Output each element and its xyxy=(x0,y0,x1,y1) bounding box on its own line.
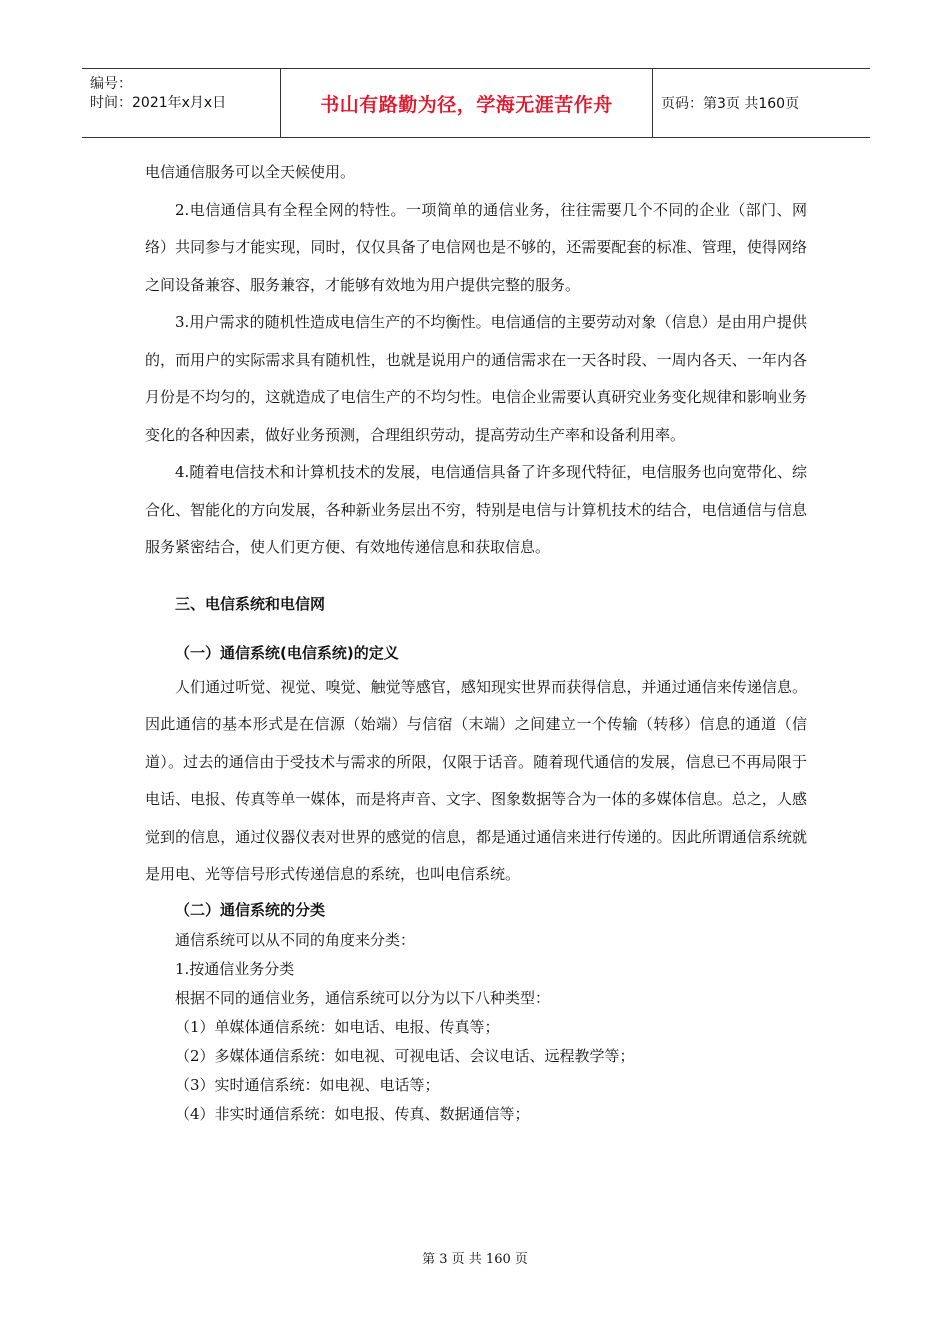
page-info: 页码：第3页 共160页 xyxy=(661,96,800,112)
paragraph: 3.用户需求的随机性造成电信生产的不均衡性。电信通信的主要劳动对象（信息）是由用户提供的，而用户的实际需求具有随机性，也就是说用户的通信需求在一天各时段、一周内各天、一年内各月份是不均匀的，这就造成了电信生产的不均匀性。电信企业需要认真研究业务变化规律和影响业务变化的各种因素，做好业务预测，合理组织劳动，提高劳动生产率和设备利用率。 xyxy=(145,313,807,444)
list-item: （4）非实时通信系统：如电报、传真、数据通信等； xyxy=(175,1104,530,1123)
list-item: 通信系统可以从不同的角度来分类： xyxy=(175,930,416,949)
list-item: （1）单媒体通信系统：如电话、电报、传真等； xyxy=(175,1017,500,1036)
paragraph: 人们通过听觉、视觉、嗅觉、触觉等感官，感知现实世界而获得信息，并通过通信来传递信息。因此通信的基本形式是在信源（始端）与信宿（末端）之间建立一个传输（转移）信息的通道（信道）。过去的通信由于受技术与需求的所限，仅限于话音。随着现代通信的发展，信息已不再局限于电话、电报、传真等单一媒体，而是将声音、文字、图象数据等合为一体的多媒体信息。总之，人感觉到的信息，通过仪器仪表对世界的感觉的信息，都是通过通信来进行传递的。因此所谓通信系统就是用电、光等信号形式传递信息的系统，也叫电信系统。 xyxy=(145,677,807,883)
paragraph: 2.电信通信具有全程全网的特性。一项简单的通信业务，往往需要几个不同的企业（部门、网络）共同参与才能实现，同时，仅仅具备了电信网也是不够的，还需要配套的标准、管理，使得网络之间设备兼容、服务兼容，才能够有效地为用户提供完整的服务。 xyxy=(145,200,807,294)
page-header xyxy=(82,68,870,138)
header-meta xyxy=(82,69,281,137)
list-item: （3）实时通信系统：如电视、电话等； xyxy=(175,1075,440,1094)
footer-page-number: 第 3 页 共 160 页 xyxy=(422,1252,528,1267)
document-body xyxy=(145,154,807,1129)
section-heading: 三、电信系统和电信网 xyxy=(175,594,326,613)
list-item: 1.按通信业务分类 xyxy=(175,959,295,978)
list-item: （2）多媒体通信系统：如电视、可视电话、会议电话、远程教学等； xyxy=(175,1046,635,1065)
list-item: 根据不同的通信业务，通信系统可以分为以下八种类型： xyxy=(175,988,551,1007)
motto: 书山有路勤为径，学海无涯苦作舟 xyxy=(320,93,613,116)
subsection-heading: （一）通信系统(电信系统)的定义 xyxy=(175,643,399,662)
paragraph: 4.随着电信技术和计算机技术的发展，电信通信具备了许多现代特征，电信服务也向宽带化、综合化、智能化的方向发展，各种新业务层出不穷，特别是电信与计算机技术的结合，电信通信与信息服务紧密结合，使人们更方便、有效地传递信息和获取信息。 xyxy=(145,463,807,556)
page-footer xyxy=(0,1248,950,1267)
paragraph: 电信通信服务可以全天候使用。 xyxy=(145,163,356,181)
header-page-info xyxy=(653,69,870,137)
subsection-heading: （二）通信系统的分类 xyxy=(175,900,326,919)
header-motto-cell xyxy=(281,69,653,137)
number-label: 编号： xyxy=(90,76,132,92)
time-label: 时间：2021年x月x日 xyxy=(90,95,227,111)
